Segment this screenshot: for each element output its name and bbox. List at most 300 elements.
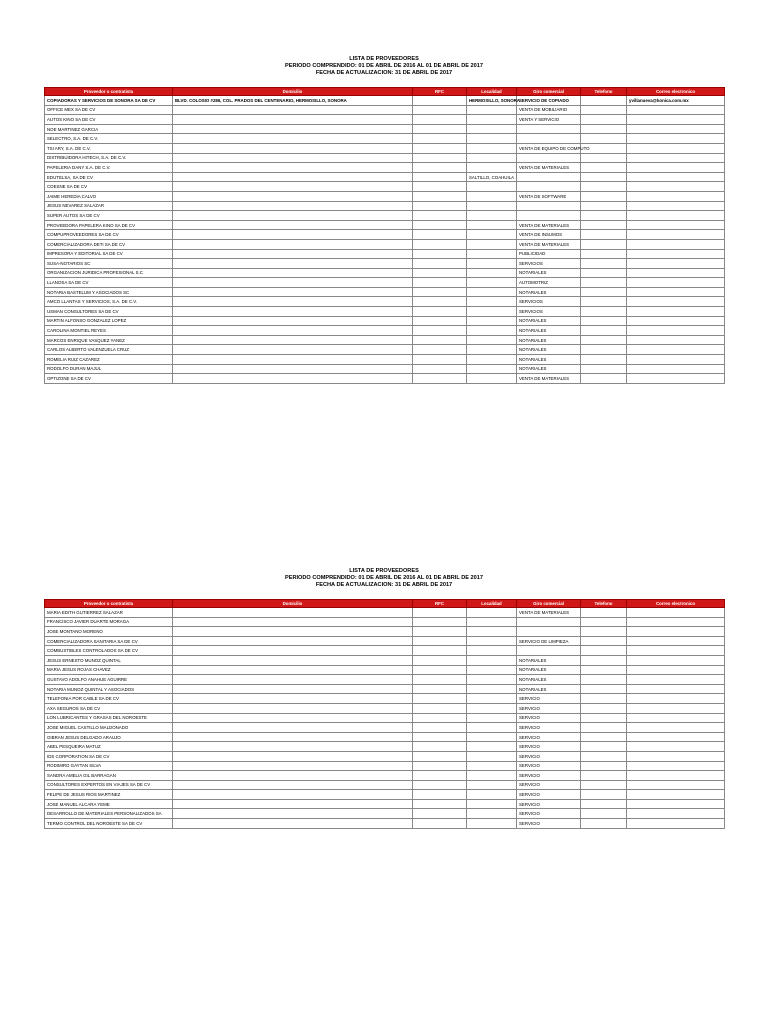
table-row (45, 153, 725, 163)
table-cell: MARTIN ALFONSO GONZALEZ LOPEZ (45, 316, 173, 326)
table-row (45, 665, 725, 675)
table-cell: COMPUPROVEEDORES SA DE CV (45, 230, 173, 240)
table-cell: USMAN CONSULTORES SA DE CV (45, 307, 173, 317)
table-cell (413, 307, 467, 317)
table-cell (173, 684, 413, 694)
table-cell (173, 617, 413, 627)
table-cell: SERVICIO (517, 694, 581, 704)
table-cell (173, 627, 413, 637)
table-cell: TERMO CONTROL DEL NOROESTE SA DE CV (45, 819, 173, 829)
table-cell (173, 297, 413, 307)
table-cell (173, 665, 413, 675)
table-row (45, 617, 725, 627)
table-cell: RODIMIRO GAYTAN SILVA (45, 761, 173, 771)
table-cell (467, 713, 517, 723)
table-cell: COMBUSTIBLES CONTROLADOS SA DE CV (45, 646, 173, 656)
table-cell (173, 761, 413, 771)
table-cell: GUSTAVO ADOLFO ANAHUE AGUIRRE (45, 675, 173, 685)
column-header: RFC (413, 600, 467, 608)
table-cell: SERVICIO (517, 732, 581, 742)
table-cell: NOTARIALES (517, 316, 581, 326)
table-cell: SERVICIO (517, 780, 581, 790)
table-cell (517, 646, 581, 656)
table-cell (467, 211, 517, 221)
table-row (45, 268, 725, 278)
table-cell: AUTOMOTRIZ (517, 278, 581, 288)
table-cell (581, 636, 627, 646)
table-cell (413, 374, 467, 384)
table-cell: AUTOS KINO SA DE CV (45, 115, 173, 125)
table-cell (581, 675, 627, 685)
table-cell (173, 220, 413, 230)
table-cell: TELEFONIA POR CABLE SA DE CV (45, 694, 173, 704)
table-cell (581, 297, 627, 307)
table-cell (581, 172, 627, 182)
table-cell (581, 316, 627, 326)
header-title: LISTA DE PROVEEDORES (349, 568, 419, 574)
table-cell (581, 703, 627, 713)
table-cell (581, 191, 627, 201)
table-cell (467, 191, 517, 201)
table-row (45, 751, 725, 761)
table-cell: MARIA EDITH GUTIERREZ SALAZAR (45, 608, 173, 618)
table-cell: NOTARIALES (517, 335, 581, 345)
table-cell (467, 703, 517, 713)
table-cell: SALTILLO, COAHUILA (467, 172, 517, 182)
table-cell (517, 124, 581, 134)
table-cell (467, 153, 517, 163)
table-cell (581, 364, 627, 374)
table-cell (627, 742, 725, 752)
table-row (45, 723, 725, 733)
table-row (45, 278, 725, 288)
table-cell (173, 790, 413, 800)
table-cell (627, 608, 725, 618)
table-cell: VENTA DE MOBILIARIO (517, 105, 581, 115)
table-cell (627, 143, 725, 153)
table-cell (627, 259, 725, 269)
table-cell (173, 211, 413, 221)
table-cell (173, 230, 413, 240)
table-cell: ABEL PESQUEIRA MATUZ (45, 742, 173, 752)
table-cell: SERVICIO DE LIMPIEZA (517, 636, 581, 646)
page-2 (0, 512, 768, 1024)
table-cell (173, 105, 413, 115)
table-cell (467, 307, 517, 317)
table-cell: TSI ARY, S.A. DE C.V. (45, 143, 173, 153)
table-cell: GIBRAN JESUS DELGADO ARAUJO (45, 732, 173, 742)
table-cell (173, 172, 413, 182)
table-cell (517, 617, 581, 627)
table-cell: yvillanueva@konica.com.mx (627, 96, 725, 106)
table-cell (413, 646, 467, 656)
table-cell (413, 780, 467, 790)
table-cell (627, 799, 725, 809)
table-cell (173, 201, 413, 211)
table-cell (413, 105, 467, 115)
table-cell (627, 153, 725, 163)
table-row (45, 249, 725, 259)
table-cell: SERVICIO (517, 819, 581, 829)
table-cell (581, 182, 627, 192)
table-cell: VENTA DE MATERIALES (517, 608, 581, 618)
table-cell (627, 655, 725, 665)
table-cell (467, 134, 517, 144)
table-cell (581, 799, 627, 809)
table-cell (627, 307, 725, 317)
table-cell: NOTARIA MUNOZ QUINTAL Y ASOCIADOS (45, 684, 173, 694)
table-cell (413, 287, 467, 297)
table-cell (173, 191, 413, 201)
table-cell: SELECTRO, S.A. DE C.V. (45, 134, 173, 144)
column-header: Telefono (581, 600, 627, 608)
table-cell: NOTARIALES (517, 268, 581, 278)
table-cell: IDS CORPORATION SA DE CV (45, 751, 173, 761)
table-cell (173, 703, 413, 713)
table-cell: SERVICIO (517, 713, 581, 723)
table-cell (627, 374, 725, 384)
table-row (45, 239, 725, 249)
table-cell (413, 345, 467, 355)
table-cell: VENTA DE MATERIALES (517, 163, 581, 173)
table-cell (467, 316, 517, 326)
table-cell: ORGANIZACION JURIDICA PROFESIONAL S.C (45, 268, 173, 278)
table-cell: AMCO LLANTAS Y SERVICIOS, S.A. DE C.V. (45, 297, 173, 307)
table-row (45, 191, 725, 201)
table-row (45, 742, 725, 752)
table-cell (581, 239, 627, 249)
table-cell: MARCOS ENRIQUE VASQUEZ YANEZ (45, 335, 173, 345)
table-cell (627, 201, 725, 211)
column-header: RFC (413, 88, 467, 96)
table-cell: JOSE MONTANO MORENO (45, 627, 173, 637)
table-cell (627, 636, 725, 646)
table-cell (467, 742, 517, 752)
table-row (45, 201, 725, 211)
table-cell: NOTARIALES (517, 655, 581, 665)
table-cell (173, 134, 413, 144)
table-cell: SERVICIO (517, 751, 581, 761)
table-row (45, 115, 725, 125)
table-cell: BLVD. COLOSIO #286, COL. PRADOS DEL CENTENARIO, HERMOSILLO, SONORA (173, 96, 413, 106)
table-cell (627, 105, 725, 115)
table-cell (467, 799, 517, 809)
table-cell (581, 694, 627, 704)
column-header: Domicilio (173, 600, 413, 608)
table-cell (467, 723, 517, 733)
table-cell (467, 732, 517, 742)
table-row (45, 627, 725, 637)
table-cell: SERVICIOS (517, 307, 581, 317)
table-row (45, 703, 725, 713)
table-cell (581, 345, 627, 355)
table-row (45, 326, 725, 336)
table-row (45, 172, 725, 182)
table-cell: NOTARIALES (517, 364, 581, 374)
table-cell (413, 249, 467, 259)
table-cell (413, 143, 467, 153)
table-cell (627, 364, 725, 374)
table-cell (413, 703, 467, 713)
table-cell (581, 230, 627, 240)
table-cell (173, 335, 413, 345)
table-cell (413, 732, 467, 742)
column-header: Proveedor o contratista (45, 600, 173, 608)
table-cell (467, 655, 517, 665)
table-cell (467, 268, 517, 278)
table-row (45, 819, 725, 829)
table-row (45, 134, 725, 144)
table-cell: LLANOSA SA DE CV (45, 278, 173, 288)
table-cell (413, 134, 467, 144)
table-cell (581, 335, 627, 345)
table-cell (413, 124, 467, 134)
table-cell (467, 374, 517, 384)
vendor-table-1 (44, 87, 725, 384)
table-cell (413, 259, 467, 269)
table-cell (413, 201, 467, 211)
table-cell: PROVEEDORA PAPELERA KINO SA DE CV (45, 220, 173, 230)
table-cell (413, 172, 467, 182)
table-cell (413, 713, 467, 723)
table-cell (581, 115, 627, 125)
table-cell: SERVICIO (517, 742, 581, 752)
table-cell: SERVICIOS (517, 259, 581, 269)
table-cell (467, 761, 517, 771)
table-cell (581, 732, 627, 742)
table-cell (467, 278, 517, 288)
table-cell (467, 809, 517, 819)
table-cell (413, 96, 467, 106)
table-cell (467, 335, 517, 345)
table-cell (581, 742, 627, 752)
table-cell (413, 665, 467, 675)
table-cell (467, 249, 517, 259)
table-cell (627, 278, 725, 288)
table-cell (467, 694, 517, 704)
table-cell (627, 771, 725, 781)
table-cell (173, 163, 413, 173)
table-cell (581, 627, 627, 637)
table-cell (581, 355, 627, 365)
table-cell (627, 163, 725, 173)
table-cell (467, 675, 517, 685)
table-row (45, 675, 725, 685)
table-cell (581, 163, 627, 173)
table-cell (581, 723, 627, 733)
table-row (45, 761, 725, 771)
table-cell (627, 287, 725, 297)
table-cell (627, 790, 725, 800)
table-cell (581, 819, 627, 829)
table-cell: DESARROLLO DE MATERIALES PERSONALIZADOS SA (45, 809, 173, 819)
document-header (44, 56, 724, 77)
table-cell (413, 297, 467, 307)
table-cell (581, 780, 627, 790)
table-cell (173, 723, 413, 733)
table-cell: LON LUBRICANTES Y GRASAS DEL NOROESTE (45, 713, 173, 723)
table-row (45, 124, 725, 134)
table-cell (627, 182, 725, 192)
table-cell (467, 143, 517, 153)
table-cell (627, 665, 725, 675)
table-cell (517, 201, 581, 211)
table-cell: SERVICIO (517, 809, 581, 819)
table-row (45, 143, 725, 153)
table-cell (413, 761, 467, 771)
table-cell: SERVICIO (517, 723, 581, 733)
table-cell (581, 249, 627, 259)
table-cell: CONSULTORES EXPERTOS EN VIAJES SA DE CV (45, 780, 173, 790)
table-cell: NOTARIALES (517, 675, 581, 685)
table-cell (581, 153, 627, 163)
table-cell (173, 124, 413, 134)
table-cell (173, 608, 413, 618)
table-cell (627, 230, 725, 240)
table-header-row (45, 88, 725, 96)
column-header: Localidad (467, 88, 517, 96)
table-cell (413, 617, 467, 627)
table-cell: JOSE MIGUEL CASTILLO MALDONADO (45, 723, 173, 733)
table-cell (467, 751, 517, 761)
table-cell (581, 220, 627, 230)
table-cell (413, 809, 467, 819)
table-cell (627, 761, 725, 771)
table-cell (413, 694, 467, 704)
table-cell: DISTRIBUIDORA HITECH, S.A. DE C.V. (45, 153, 173, 163)
table-cell: FRANCISCO JAVIER DUARTE MORAGA (45, 617, 173, 627)
column-header: Correo electronico (627, 88, 725, 96)
table-cell (467, 297, 517, 307)
table-cell (517, 211, 581, 221)
table-cell (627, 723, 725, 733)
table-cell (413, 326, 467, 336)
table-cell (413, 316, 467, 326)
table-cell (173, 355, 413, 365)
column-header: Localidad (467, 600, 517, 608)
table-cell (467, 105, 517, 115)
table-row (45, 374, 725, 384)
table-cell (173, 751, 413, 761)
header-update-date: FECHA DE ACTUALIZACION: 31 DE ABRIL DE 2017 (315, 70, 453, 76)
table-cell (413, 220, 467, 230)
table-cell (517, 134, 581, 144)
table-row (45, 655, 725, 665)
table-row (45, 790, 725, 800)
table-cell (173, 809, 413, 819)
table-row (45, 297, 725, 307)
table-cell (173, 819, 413, 829)
table-cell (517, 627, 581, 637)
table-cell (413, 723, 467, 733)
table-cell (413, 684, 467, 694)
table-cell (581, 684, 627, 694)
table-cell (581, 790, 627, 800)
table-cell (413, 355, 467, 365)
table-cell (581, 307, 627, 317)
table-cell (627, 211, 725, 221)
table-cell (627, 268, 725, 278)
table-cell (581, 617, 627, 627)
table-cell: SUSA-NOTARIOS SC (45, 259, 173, 269)
table-cell (413, 742, 467, 752)
table-cell (467, 665, 517, 675)
table-cell (627, 124, 725, 134)
table-cell (173, 694, 413, 704)
table-cell: COESNE SA DE CV (45, 182, 173, 192)
table-cell (627, 713, 725, 723)
table-cell: VENTA DE MATERIALES (517, 374, 581, 384)
table-cell (467, 345, 517, 355)
table-cell (413, 819, 467, 829)
table-cell (413, 230, 467, 240)
table-row (45, 771, 725, 781)
table-cell (467, 819, 517, 829)
table-cell (173, 115, 413, 125)
table-cell (173, 799, 413, 809)
table-cell: NOTARIALES (517, 287, 581, 297)
table-cell (467, 230, 517, 240)
table-row (45, 799, 725, 809)
table-cell (173, 143, 413, 153)
table-cell (173, 732, 413, 742)
table-cell (467, 259, 517, 269)
table-cell (627, 684, 725, 694)
table-row (45, 646, 725, 656)
table-cell (581, 278, 627, 288)
table-cell (517, 182, 581, 192)
table-cell (467, 684, 517, 694)
table-cell (413, 335, 467, 345)
table-cell (581, 259, 627, 269)
table-cell (581, 201, 627, 211)
table-cell (173, 307, 413, 317)
table-cell (413, 268, 467, 278)
table-cell: VENTA DE INSUMOS (517, 230, 581, 240)
table-cell: ROMELIA RUIZ CAZAREZ (45, 355, 173, 365)
table-row (45, 345, 725, 355)
table-cell (173, 675, 413, 685)
table-cell (627, 316, 725, 326)
table-cell: AXA SEGUROS SA DE CV (45, 703, 173, 713)
table-cell (173, 239, 413, 249)
table-cell (173, 316, 413, 326)
table-cell (467, 220, 517, 230)
table-cell (467, 201, 517, 211)
table-cell: COMERCIALIZADORA DETI SA DE CV (45, 239, 173, 249)
table-cell (173, 713, 413, 723)
table-cell (627, 732, 725, 742)
table-cell (581, 374, 627, 384)
table-cell (173, 326, 413, 336)
table-cell: NOE MARTINEZ GARCIA (45, 124, 173, 134)
table-cell (581, 134, 627, 144)
table-cell (467, 124, 517, 134)
table-cell (413, 278, 467, 288)
table-cell: NOTARIALES (517, 665, 581, 675)
table-cell (173, 345, 413, 355)
table-cell: SERVICIO (517, 799, 581, 809)
table-cell (413, 771, 467, 781)
table-cell: JAIME HEREDIA CALVO (45, 191, 173, 201)
table-cell (173, 153, 413, 163)
table-cell (467, 364, 517, 374)
table-cell: CARLOS ALBERTO VALENZUELA CRUZ (45, 345, 173, 355)
table-cell (627, 355, 725, 365)
table-cell (173, 182, 413, 192)
table-row (45, 713, 725, 723)
table-cell (581, 751, 627, 761)
